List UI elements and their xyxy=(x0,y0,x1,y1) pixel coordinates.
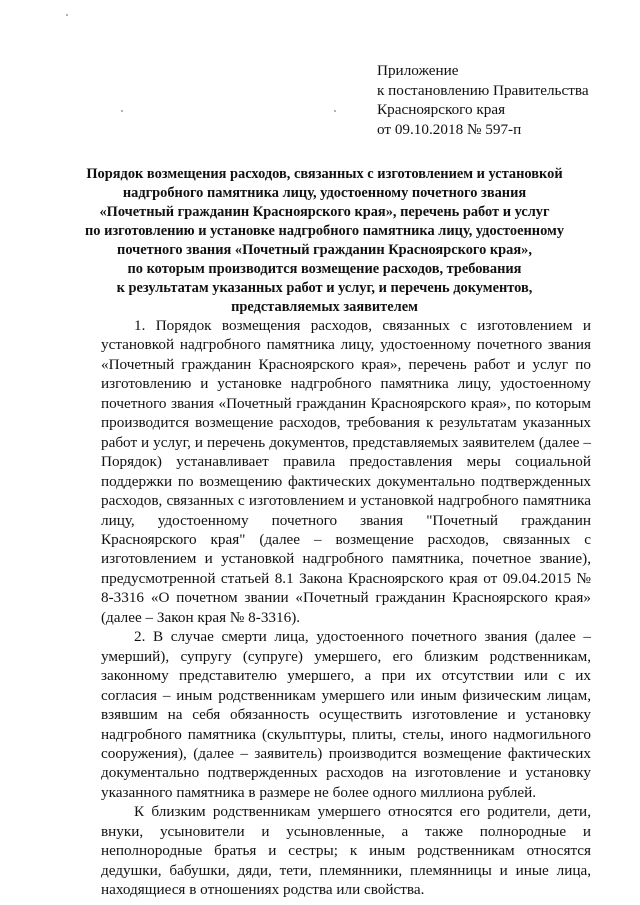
title-line: почетного звания «Почетный гражданин Красноярского края», xyxy=(117,242,532,258)
document-title xyxy=(52,165,597,317)
title-line: к результатам указанных работ и услуг, и перечень документов, xyxy=(116,280,533,296)
paragraph-1: 1. Порядок возмещения расходов, связанных с изготовлением и установкой надгробного памятника лицу, удостоенному почетного звания «Почетный гражданин Красноярского края», перечень работ и услуг по изготовлению и установке надгробного памятника лицу, удостоенному почетного звания «Почетный гражданин Красноярского края», по которым производится возмещение расходов, требования к результатам указанных работ и услуг, и перечень документов, представляемых заявителем (далее – Порядок) устанавливает правила предоставления меры социальной поддержки по возмещению фактических документально подтвержденных расходов, связанных с изготовлением и установкой надгробного памятника лицу, удостоенному почетного звания "Почетный гражданин Красноярского края" (далее – возмещение расходов, связанных с изготовлением и установкой надгробного памятника, почетное звание), предусмотренной статьей 8.1 Закона Красноярского края от 09.04.2015 № 8-3316 «О почетном звании «Почетный гражданин Красноярского края» (далее – Закон края № 8-3316). xyxy=(101,317,591,626)
title-line: по изготовлению и установке надгробного памятника лицу, удостоенному xyxy=(84,223,565,239)
title-line: надгробного памятника лицу, удостоенному почетного звания xyxy=(122,185,527,201)
appendix-header xyxy=(377,61,627,139)
scan-speck xyxy=(121,110,123,112)
scan-speck xyxy=(334,110,336,112)
title-line: по которым производится возмещение расходов, требования xyxy=(127,261,522,277)
title-line: «Почетный гражданин Красноярского края», перечень работ и услуг xyxy=(99,204,550,220)
scan-speck xyxy=(66,14,68,16)
title-line: Порядок возмещения расходов, связанных с изготовлением и установкой xyxy=(86,166,563,182)
appendix-line: к постановлению Правительства xyxy=(377,81,589,99)
paragraph-2: 2. В случае смерти лица, удостоенного почетного звания (далее – умерший), супругу (супруге) умершего, его близким родственникам, законному представителю умершего, а при их отсутствии или с их согласия – иным родственникам умершего или иным физическим лицам, взявшим на себя обязанность осуществить изготовление и установку надгробного памятника (скульптуры, плиты, стелы, иного надмогильного сооружения), (далее – заявитель) производится возмещение фактических документально подтвержденных расходов на изготовление и установку указанного памятника в размере не более одного миллиона рублей. xyxy=(101,628,591,801)
paragraph-3: К близким родственникам умершего относятся его родители, дети, внуки, усыновители и усыновленные, а также полнородные и неполнородные братья и сестры; к иным родственникам относятся дедушки, бабушки, дяди, тети, племянники, племянницы и иные лица, находящиеся в отношениях родства или свойства. xyxy=(101,803,591,899)
document-body xyxy=(101,316,591,900)
title-line: представляемых заявителем xyxy=(231,299,418,315)
appendix-line: от 09.10.2018 № 597-п xyxy=(377,120,522,138)
appendix-line: Приложение xyxy=(377,62,459,79)
appendix-line: Красноярского края xyxy=(377,101,506,118)
